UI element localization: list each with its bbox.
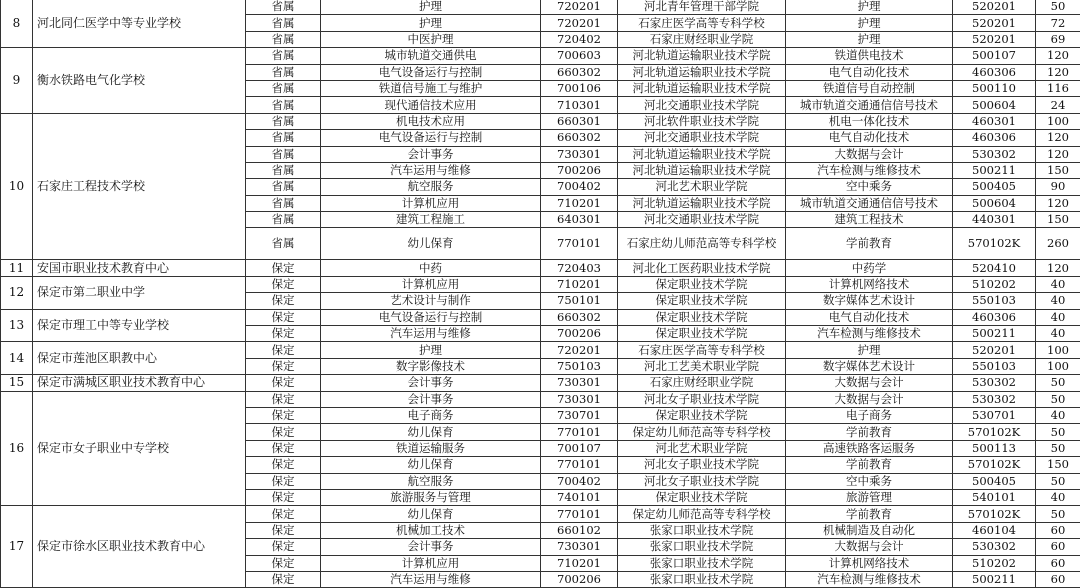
higher-major-cell: 电子商务 [786, 407, 953, 423]
secondary-major-cell: 机械加工技术 [321, 522, 541, 538]
secondary-major-cell: 护理 [321, 0, 541, 15]
college-name-cell: 河北女子职业技术学院 [618, 457, 786, 473]
secondary-major-code-cell: 770101 [541, 228, 618, 260]
college-name-cell: 河北化工医药职业技术学院 [618, 260, 786, 276]
college-name-cell: 河北女子职业技术学院 [618, 391, 786, 407]
plan-count-cell: 100 [1036, 342, 1080, 358]
higher-major-code-cell: 520201 [953, 31, 1036, 47]
level-cell: 保定 [246, 260, 321, 276]
higher-major-code-cell: 510202 [953, 555, 1036, 571]
college-name-cell: 张家口职业技术学院 [618, 522, 786, 538]
plan-count-cell: 40 [1036, 407, 1080, 423]
school-name-cell: 保定市理工中等专业学校 [33, 309, 246, 342]
higher-major-code-cell: 460306 [953, 130, 1036, 146]
plan-count-cell: 50 [1036, 391, 1080, 407]
secondary-major-cell: 电气设备运行与控制 [321, 309, 541, 325]
plan-count-cell: 50 [1036, 375, 1080, 391]
level-cell: 省属 [246, 31, 321, 47]
college-name-cell: 河北女子职业技术学院 [618, 473, 786, 489]
school-name-cell: 保定市徐水区职业技术教育中心 [33, 506, 246, 588]
secondary-major-code-cell: 770101 [541, 457, 618, 473]
higher-major-cell: 学前教育 [786, 506, 953, 522]
higher-major-cell: 电气自动化技术 [786, 64, 953, 80]
plan-count-cell: 150 [1036, 162, 1080, 178]
higher-major-code-cell: 520201 [953, 15, 1036, 31]
higher-major-code-cell: 570102K [953, 424, 1036, 440]
school-name-cell: 衡水铁路电气化学校 [33, 48, 246, 114]
table-row [1, 506, 1080, 522]
higher-major-code-cell: 530701 [953, 407, 1036, 423]
table-row [1, 375, 1080, 391]
plan-count-cell: 120 [1036, 130, 1080, 146]
level-cell: 保定 [246, 522, 321, 538]
school-name-cell: 保定市第二职业中学 [33, 276, 246, 309]
serial-number-cell: 9 [1, 48, 33, 114]
higher-major-cell: 护理 [786, 342, 953, 358]
level-cell: 保定 [246, 375, 321, 391]
higher-major-code-cell: 530302 [953, 539, 1036, 555]
level-cell: 保定 [246, 342, 321, 358]
college-name-cell: 保定职业技术学院 [618, 489, 786, 505]
higher-major-code-cell: 500211 [953, 571, 1036, 587]
level-cell: 省属 [246, 146, 321, 162]
level-cell: 省属 [246, 130, 321, 146]
plan-count-cell: 90 [1036, 179, 1080, 195]
college-name-cell: 石家庄幼儿师范高等专科学校 [618, 228, 786, 260]
level-cell: 保定 [246, 309, 321, 325]
higher-major-code-cell: 500113 [953, 440, 1036, 456]
higher-major-code-cell: 570102K [953, 506, 1036, 522]
level-cell: 保定 [246, 293, 321, 309]
plan-count-cell: 50 [1036, 473, 1080, 489]
plan-count-cell: 150 [1036, 457, 1080, 473]
secondary-major-cell: 幼儿保育 [321, 457, 541, 473]
plan-count-cell: 60 [1036, 522, 1080, 538]
secondary-major-cell: 航空服务 [321, 473, 541, 489]
higher-major-code-cell: 460306 [953, 309, 1036, 325]
higher-major-cell: 中药学 [786, 260, 953, 276]
plan-count-cell: 116 [1036, 80, 1080, 96]
secondary-major-cell: 铁道运输服务 [321, 440, 541, 456]
level-cell: 保定 [246, 358, 321, 374]
level-cell: 省属 [246, 179, 321, 195]
plan-count-cell: 40 [1036, 326, 1080, 342]
secondary-major-code-cell: 660301 [541, 113, 618, 129]
college-name-cell: 河北轨道运输职业技术学院 [618, 48, 786, 64]
secondary-major-cell: 铁道信号施工与维护 [321, 80, 541, 96]
secondary-major-code-cell: 700402 [541, 179, 618, 195]
secondary-major-code-cell: 700603 [541, 48, 618, 64]
higher-major-cell: 学前教育 [786, 228, 953, 260]
college-name-cell: 河北交通职业技术学院 [618, 130, 786, 146]
higher-major-cell: 铁道信号自动控制 [786, 80, 953, 96]
college-name-cell: 河北工艺美术职业学院 [618, 358, 786, 374]
secondary-major-code-cell: 640301 [541, 212, 618, 228]
level-cell: 保定 [246, 326, 321, 342]
higher-major-code-cell: 500110 [953, 80, 1036, 96]
plan-count-cell: 50 [1036, 440, 1080, 456]
school-name-cell: 保定市莲池区职教中心 [33, 342, 246, 375]
college-name-cell: 河北轨道运输职业技术学院 [618, 80, 786, 96]
higher-major-cell: 大数据与会计 [786, 391, 953, 407]
secondary-major-cell: 汽车运用与维修 [321, 571, 541, 587]
secondary-major-code-cell: 750103 [541, 358, 618, 374]
table-row [1, 260, 1080, 276]
plan-count-cell: 50 [1036, 0, 1080, 15]
college-name-cell: 张家口职业技术学院 [618, 539, 786, 555]
serial-number-cell: 16 [1, 391, 33, 506]
secondary-major-cell: 航空服务 [321, 179, 541, 195]
secondary-major-cell: 中医护理 [321, 31, 541, 47]
higher-major-cell: 护理 [786, 0, 953, 15]
secondary-major-code-cell: 660102 [541, 522, 618, 538]
plan-count-cell: 40 [1036, 309, 1080, 325]
higher-major-code-cell: 500211 [953, 326, 1036, 342]
college-name-cell: 河北轨道运输职业技术学院 [618, 195, 786, 211]
secondary-major-cell: 数字影像技术 [321, 358, 541, 374]
college-name-cell: 石家庄财经职业学院 [618, 31, 786, 47]
college-name-cell: 石家庄医学高等专科学校 [618, 342, 786, 358]
college-name-cell: 石家庄财经职业学院 [618, 375, 786, 391]
plan-count-cell: 50 [1036, 424, 1080, 440]
plan-count-cell: 120 [1036, 260, 1080, 276]
level-cell: 省属 [246, 212, 321, 228]
secondary-major-cell: 计算机应用 [321, 555, 541, 571]
plan-count-cell: 260 [1036, 228, 1080, 260]
higher-major-code-cell: 500405 [953, 179, 1036, 195]
higher-major-cell: 高速铁路客运服务 [786, 440, 953, 456]
secondary-major-cell: 计算机应用 [321, 195, 541, 211]
secondary-major-cell: 中药 [321, 260, 541, 276]
higher-major-cell: 电气自动化技术 [786, 309, 953, 325]
plan-count-cell: 69 [1036, 31, 1080, 47]
level-cell: 保定 [246, 391, 321, 407]
level-cell: 保定 [246, 489, 321, 505]
secondary-major-cell: 计算机应用 [321, 276, 541, 292]
plan-count-cell: 50 [1036, 506, 1080, 522]
serial-number-cell: 12 [1, 276, 33, 309]
plan-count-cell: 60 [1036, 539, 1080, 555]
level-cell: 省属 [246, 15, 321, 31]
secondary-major-cell: 电气设备运行与控制 [321, 130, 541, 146]
plan-count-cell: 40 [1036, 489, 1080, 505]
higher-major-cell: 大数据与会计 [786, 375, 953, 391]
higher-major-cell: 机电一体化技术 [786, 113, 953, 129]
level-cell: 保定 [246, 424, 321, 440]
level-cell: 省属 [246, 195, 321, 211]
serial-number-cell: 15 [1, 375, 33, 391]
plan-count-cell: 120 [1036, 64, 1080, 80]
higher-major-code-cell: 570102K [953, 228, 1036, 260]
level-cell: 保定 [246, 473, 321, 489]
higher-major-code-cell: 460301 [953, 113, 1036, 129]
higher-major-cell: 护理 [786, 15, 953, 31]
higher-major-code-cell: 530302 [953, 146, 1036, 162]
table-row [1, 276, 1080, 292]
higher-major-code-cell: 570102K [953, 457, 1036, 473]
higher-major-code-cell: 500405 [953, 473, 1036, 489]
plan-count-cell: 24 [1036, 97, 1080, 113]
secondary-major-cell: 汽车运用与维修 [321, 162, 541, 178]
college-name-cell: 张家口职业技术学院 [618, 571, 786, 587]
plan-count-cell: 120 [1036, 195, 1080, 211]
secondary-major-code-cell: 730301 [541, 375, 618, 391]
table-row [1, 113, 1080, 129]
secondary-major-cell: 城市轨道交通供电 [321, 48, 541, 64]
secondary-major-code-cell: 720201 [541, 15, 618, 31]
higher-major-cell: 建筑工程技术 [786, 212, 953, 228]
higher-major-cell: 汽车检测与维修技术 [786, 326, 953, 342]
secondary-major-cell: 电气设备运行与控制 [321, 64, 541, 80]
school-name-cell: 河北同仁医学中等专业学校 [33, 0, 246, 48]
secondary-major-cell: 艺术设计与制作 [321, 293, 541, 309]
higher-major-code-cell: 460306 [953, 64, 1036, 80]
table-row [1, 342, 1080, 358]
secondary-major-cell: 电子商务 [321, 407, 541, 423]
plan-count-cell: 40 [1036, 293, 1080, 309]
higher-major-cell: 计算机网络技术 [786, 276, 953, 292]
plan-count-cell: 100 [1036, 358, 1080, 374]
higher-major-code-cell: 500604 [953, 97, 1036, 113]
table-row [1, 48, 1080, 64]
secondary-major-cell: 护理 [321, 342, 541, 358]
school-name-cell: 保定市女子职业中专学校 [33, 391, 246, 506]
college-name-cell: 保定职业技术学院 [618, 326, 786, 342]
higher-major-code-cell: 440301 [953, 212, 1036, 228]
secondary-major-code-cell: 750101 [541, 293, 618, 309]
secondary-major-cell: 现代通信技术应用 [321, 97, 541, 113]
secondary-major-code-cell: 660302 [541, 309, 618, 325]
plan-count-cell: 60 [1036, 555, 1080, 571]
higher-major-cell: 城市轨道交通通信信号技术 [786, 97, 953, 113]
secondary-major-code-cell: 710201 [541, 195, 618, 211]
higher-major-code-cell: 460104 [953, 522, 1036, 538]
college-name-cell: 河北交通职业技术学院 [618, 212, 786, 228]
college-name-cell: 保定幼儿师范高等专科学校 [618, 424, 786, 440]
secondary-major-code-cell: 720403 [541, 260, 618, 276]
higher-major-cell: 学前教育 [786, 457, 953, 473]
higher-major-code-cell: 540101 [953, 489, 1036, 505]
serial-number-cell: 11 [1, 260, 33, 276]
college-name-cell: 保定职业技术学院 [618, 407, 786, 423]
secondary-major-code-cell: 710301 [541, 97, 618, 113]
secondary-major-code-cell: 730301 [541, 539, 618, 555]
higher-major-code-cell: 550103 [953, 358, 1036, 374]
secondary-major-cell: 会计事务 [321, 539, 541, 555]
level-cell: 省属 [246, 113, 321, 129]
level-cell: 省属 [246, 80, 321, 96]
level-cell: 保定 [246, 506, 321, 522]
secondary-major-code-cell: 720201 [541, 0, 618, 15]
secondary-major-code-cell: 720201 [541, 342, 618, 358]
higher-major-code-cell: 510202 [953, 276, 1036, 292]
higher-major-cell: 汽车检测与维修技术 [786, 571, 953, 587]
secondary-major-code-cell: 700107 [541, 440, 618, 456]
secondary-major-code-cell: 710201 [541, 555, 618, 571]
secondary-major-code-cell: 730301 [541, 391, 618, 407]
plan-count-cell: 120 [1036, 48, 1080, 64]
secondary-major-cell: 幼儿保育 [321, 424, 541, 440]
serial-number-cell: 13 [1, 309, 33, 342]
secondary-major-code-cell: 700206 [541, 162, 618, 178]
secondary-major-code-cell: 660302 [541, 130, 618, 146]
higher-major-cell: 大数据与会计 [786, 539, 953, 555]
higher-major-code-cell: 500211 [953, 162, 1036, 178]
secondary-major-code-cell: 700206 [541, 326, 618, 342]
serial-number-cell: 14 [1, 342, 33, 375]
secondary-major-code-cell: 730701 [541, 407, 618, 423]
higher-major-cell: 机械制造及自动化 [786, 522, 953, 538]
table-body [1, 0, 1080, 588]
secondary-major-cell: 旅游服务与管理 [321, 489, 541, 505]
higher-major-cell: 护理 [786, 31, 953, 47]
higher-major-cell: 数字媒体艺术设计 [786, 293, 953, 309]
college-name-cell: 张家口职业技术学院 [618, 555, 786, 571]
college-name-cell: 河北轨道运输职业技术学院 [618, 162, 786, 178]
higher-major-cell: 铁道供电技术 [786, 48, 953, 64]
college-name-cell: 河北轨道运输职业技术学院 [618, 64, 786, 80]
secondary-major-cell: 幼儿保育 [321, 228, 541, 260]
higher-major-code-cell: 530302 [953, 375, 1036, 391]
secondary-major-code-cell: 730301 [541, 146, 618, 162]
secondary-major-cell: 幼儿保育 [321, 506, 541, 522]
college-name-cell: 保定职业技术学院 [618, 276, 786, 292]
college-name-cell: 保定职业技术学院 [618, 309, 786, 325]
higher-major-cell: 空中乘务 [786, 473, 953, 489]
secondary-major-code-cell: 720402 [541, 31, 618, 47]
secondary-major-code-cell: 740101 [541, 489, 618, 505]
higher-major-cell: 数字媒体艺术设计 [786, 358, 953, 374]
secondary-major-cell: 机电技术应用 [321, 113, 541, 129]
level-cell: 保定 [246, 407, 321, 423]
table-row [1, 391, 1080, 407]
level-cell: 省属 [246, 97, 321, 113]
higher-major-cell: 旅游管理 [786, 489, 953, 505]
secondary-major-code-cell: 660302 [541, 64, 618, 80]
level-cell: 省属 [246, 0, 321, 15]
higher-major-code-cell: 530302 [953, 391, 1036, 407]
secondary-major-cell: 会计事务 [321, 391, 541, 407]
college-name-cell: 河北轨道运输职业技术学院 [618, 146, 786, 162]
higher-major-cell: 大数据与会计 [786, 146, 953, 162]
higher-major-cell: 汽车检测与维修技术 [786, 162, 953, 178]
serial-number-cell: 8 [1, 0, 33, 48]
secondary-major-code-cell: 710201 [541, 276, 618, 292]
level-cell: 省属 [246, 64, 321, 80]
secondary-major-cell: 建筑工程施工 [321, 212, 541, 228]
higher-major-code-cell: 500604 [953, 195, 1036, 211]
higher-major-code-cell: 500107 [953, 48, 1036, 64]
serial-number-cell: 17 [1, 506, 33, 588]
secondary-major-cell: 汽车运用与维修 [321, 326, 541, 342]
level-cell: 保定 [246, 571, 321, 587]
college-name-cell: 河北青年管理干部学院 [618, 0, 786, 15]
college-name-cell: 保定幼儿师范高等专科学校 [618, 506, 786, 522]
school-name-cell: 石家庄工程技术学校 [33, 113, 246, 260]
higher-major-code-cell: 520201 [953, 342, 1036, 358]
higher-major-cell: 学前教育 [786, 424, 953, 440]
school-name-cell: 安国市职业技术教育中心 [33, 260, 246, 276]
level-cell: 保定 [246, 457, 321, 473]
level-cell: 保定 [246, 440, 321, 456]
higher-major-code-cell: 550103 [953, 293, 1036, 309]
college-name-cell: 河北交通职业技术学院 [618, 97, 786, 113]
college-name-cell: 河北软件职业技术学院 [618, 113, 786, 129]
plan-count-cell: 120 [1036, 146, 1080, 162]
higher-major-code-cell: 520410 [953, 260, 1036, 276]
plan-count-cell: 40 [1036, 276, 1080, 292]
table-row [1, 309, 1080, 325]
table-row [1, 0, 1080, 15]
college-name-cell: 保定职业技术学院 [618, 293, 786, 309]
higher-major-cell: 城市轨道交通通信信号技术 [786, 195, 953, 211]
secondary-major-code-cell: 700106 [541, 80, 618, 96]
plan-count-cell: 100 [1036, 113, 1080, 129]
plan-count-cell: 150 [1036, 212, 1080, 228]
school-name-cell: 保定市满城区职业技术教育中心 [33, 375, 246, 391]
secondary-major-code-cell: 700206 [541, 571, 618, 587]
higher-major-code-cell: 520201 [953, 0, 1036, 15]
college-name-cell: 河北艺术职业学院 [618, 179, 786, 195]
higher-major-cell: 计算机网络技术 [786, 555, 953, 571]
serial-number-cell: 10 [1, 113, 33, 260]
level-cell: 省属 [246, 228, 321, 260]
plan-count-cell: 60 [1036, 571, 1080, 587]
higher-major-cell: 电气自动化技术 [786, 130, 953, 146]
college-name-cell: 石家庄医学高等专科学校 [618, 15, 786, 31]
secondary-major-code-cell: 770101 [541, 424, 618, 440]
level-cell: 保定 [246, 555, 321, 571]
level-cell: 省属 [246, 162, 321, 178]
plan-count-cell: 72 [1036, 15, 1080, 31]
secondary-major-cell: 会计事务 [321, 146, 541, 162]
secondary-major-code-cell: 700402 [541, 473, 618, 489]
secondary-major-cell: 护理 [321, 15, 541, 31]
college-name-cell: 河北艺术职业学院 [618, 440, 786, 456]
level-cell: 保定 [246, 276, 321, 292]
level-cell: 省属 [246, 48, 321, 64]
level-cell: 保定 [246, 539, 321, 555]
higher-major-cell: 空中乘务 [786, 179, 953, 195]
secondary-major-cell: 会计事务 [321, 375, 541, 391]
secondary-major-code-cell: 770101 [541, 506, 618, 522]
